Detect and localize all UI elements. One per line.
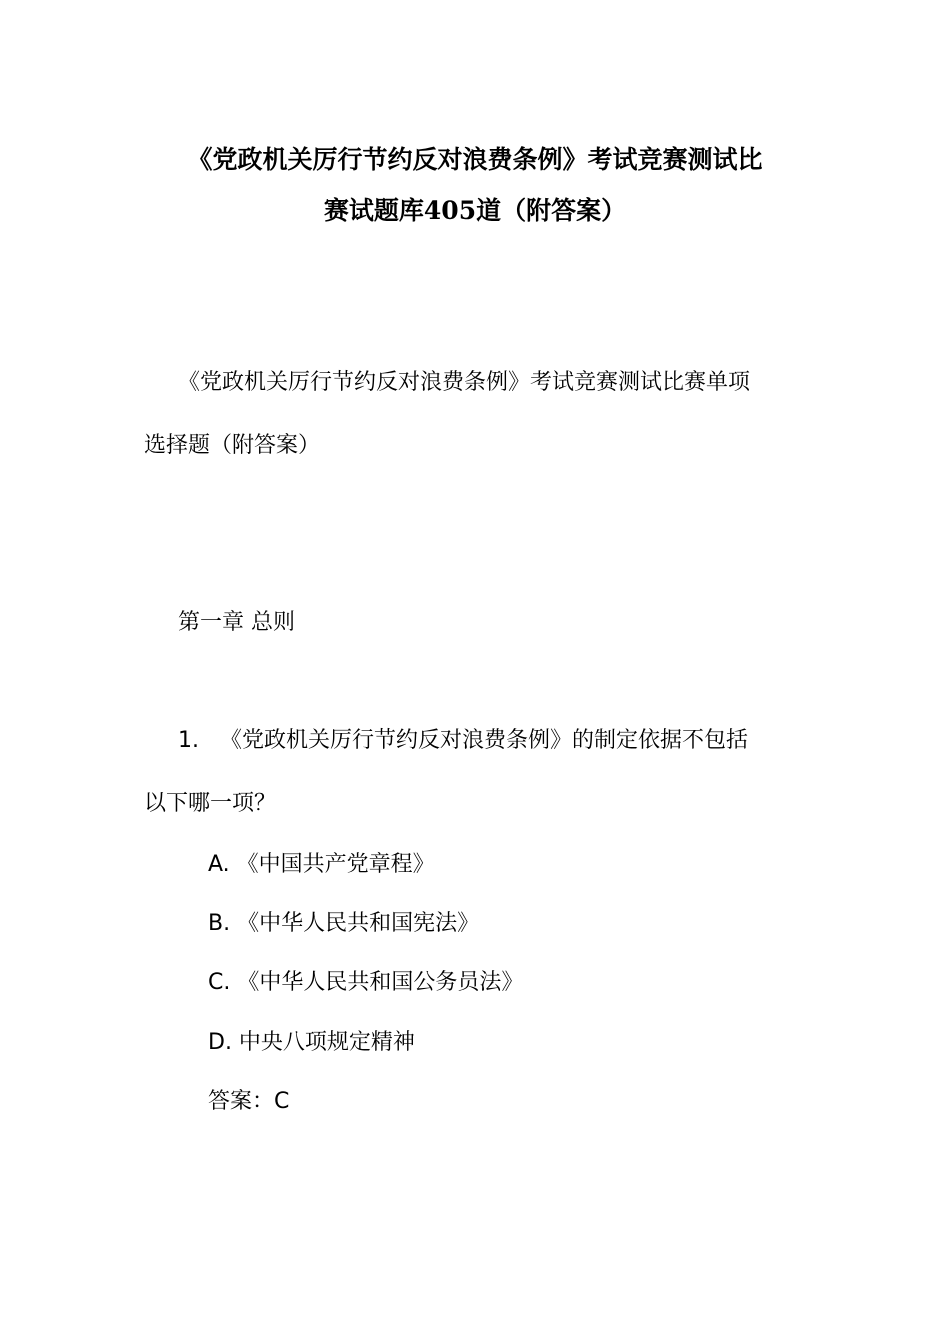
option-c: C. 《中华人民共和国公务员法》 <box>208 970 524 995</box>
intro-line-1: 《党政机关厉行节约反对浪费条例》考试竞赛测试比赛单项 <box>178 370 751 395</box>
document-title-line-2: 赛试题库405道（附答案） <box>323 196 627 225</box>
intro-line-2: 选择题（附答案） <box>144 433 321 458</box>
chapter-heading: 第一章 总则 <box>178 610 295 635</box>
answer-line: 答案：C <box>208 1089 290 1114</box>
question-number: 1. <box>178 728 199 753</box>
option-b: B. 《中华人民共和国宪法》 <box>208 911 480 936</box>
question-text-line-1: 《党政机关厉行节约反对浪费条例》的制定依据不包括 <box>220 728 749 753</box>
question-text-line-2: 以下哪一项？ <box>144 791 277 816</box>
option-a: A. 《中国共产党章程》 <box>208 852 435 877</box>
option-d: D. 中央八项规定精神 <box>208 1030 415 1055</box>
document-title-line-1: 《党政机关厉行节约反对浪费条例》考试竞赛测试比 <box>187 145 763 174</box>
